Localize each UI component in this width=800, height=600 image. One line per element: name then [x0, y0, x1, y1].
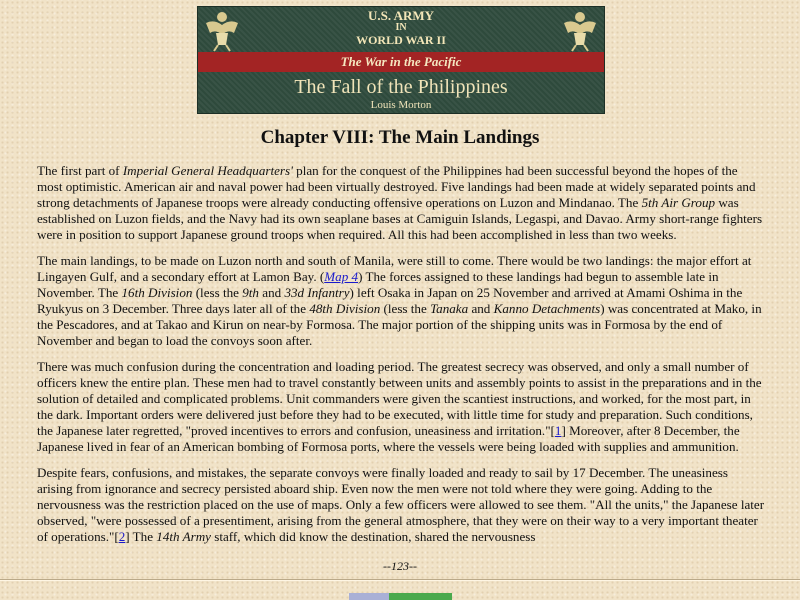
link-text: Map 4 [324, 269, 359, 284]
paragraph-3 [37, 359, 765, 455]
italic-text: 16th Division [121, 285, 193, 300]
divider [0, 579, 800, 581]
footnote-2-link[interactable]: 2 [118, 529, 126, 544]
text: and [258, 285, 285, 300]
text: staff, which did know the destination, shared the nervousness [210, 529, 536, 544]
text: (less the [192, 285, 243, 300]
paragraph-2 [37, 253, 765, 349]
text: and [468, 301, 494, 316]
text: The main landings, to be made on Luzon north and south of Manila, were still to come. There would be two landings: the major effort at Lingayen Gulf, and a secondary effort at Lamon Bay. ( [37, 253, 752, 284]
text: ] Moreover, after 8 December, the Japanese lived in fear of an American bombing of Formosa ports, where the vessels were being loaded with supplies and ammunition. [37, 423, 740, 454]
italic-text: 9th [242, 285, 259, 300]
series-title [198, 10, 604, 46]
italic-text: Kanno Detachments [493, 301, 601, 316]
text: There was much confusion during the concentration and loading period. The greatest secrecy was observed, and only a small number of officers knew the entire plan. These men had to travel constantly between units and assembly points to assist in the preparations and in the solution of detailed and complicated problems. Unit commanders were given the scantiest instructions, and worked, for the most part, in the dark. Important orders were delivered just before they had to be executed, with little time for study and preparation. Such conditions, the Japanese later regretted, "proved incentives to errors and confusion, uneasiness and irritation."[ [37, 359, 762, 438]
page-number: --123-- [383, 559, 417, 573]
previous-page-button[interactable] [349, 593, 389, 600]
italic-text: Imperial General Headquarters' [122, 163, 293, 178]
subseries-title: The War in the Pacific [198, 52, 604, 72]
text: ) The forces assigned to these landings had begun to assemble late in November. The [37, 269, 719, 300]
series-line-3: WORLD WAR II [356, 33, 446, 47]
italic-text: 48th Division [309, 301, 381, 316]
italic-text: 33d Infantry [284, 285, 350, 300]
page-nav-bar [349, 593, 452, 600]
book-banner [197, 6, 605, 114]
next-page-button[interactable] [389, 593, 452, 600]
text: was established on Luzon fields, and the Navy had its own seaplane bases at Camiguin Islands, Legaspi, and Davao. Army short-range fighters were in position to support Japanese ground troops when required. All this had been accomplished in less than two weeks. [37, 195, 763, 242]
text: (less the [380, 301, 431, 316]
footnote-1-link[interactable]: 1 [554, 423, 562, 438]
chapter-body [37, 163, 765, 555]
text: plan for the conquest of the Philippines had been successful beyond the hopes of the most optimistic. American air and naval power had been virtually destroyed. Five landings had been made at widely separated points and strong detachments of Japanese troops were already conducting offensive operations on Luzon and Mindanao. The [37, 163, 756, 210]
series-line-1: U.S. ARMY [367, 8, 435, 23]
series-line-2: IN [395, 22, 407, 33]
book-title: The Fall of the Philippines [294, 76, 508, 98]
paragraph-4 [37, 465, 765, 545]
text: ) left Osaka in Japan on 25 November and arrived at Amami Oshima in the Ryukyus on 3 December. Three days later all of the [37, 285, 743, 316]
text: ] The [125, 529, 157, 544]
paragraph-1 [37, 163, 765, 243]
text: ) was concentrated at Mako, in the Pescadores, and at Takao and Kirun on near-by Formosa. The major portion of the shipping units was in Formosa by the end of November and began to load the convoys soon after. [37, 301, 762, 348]
chapter-title: Chapter VIII: The Main Landings [260, 127, 540, 148]
text: Despite fears, confusions, and mistakes, the separate convoys were finally loaded and ready to sail by 17 December. The uneasiness arising from ignorance and secrecy persisted aboard ship. Even now the men were not told where they were going. Adding to the nervousness was the restriction placed on the use of maps. Only a few officers were allowed to see them. "All the units," the Japanese later observed, "were possessed of a presentiment, arising from the general atmosphere, that they were on their way to a very important theater of operations."[ [37, 465, 765, 544]
map-4-link[interactable] [324, 269, 358, 284]
italic-text: Tanaka [430, 301, 469, 316]
book-author: Louis Morton [370, 99, 432, 111]
text: The first part of [37, 163, 123, 178]
italic-text: 5th Air Group [641, 195, 716, 210]
italic-text: 14th Army [156, 529, 211, 544]
